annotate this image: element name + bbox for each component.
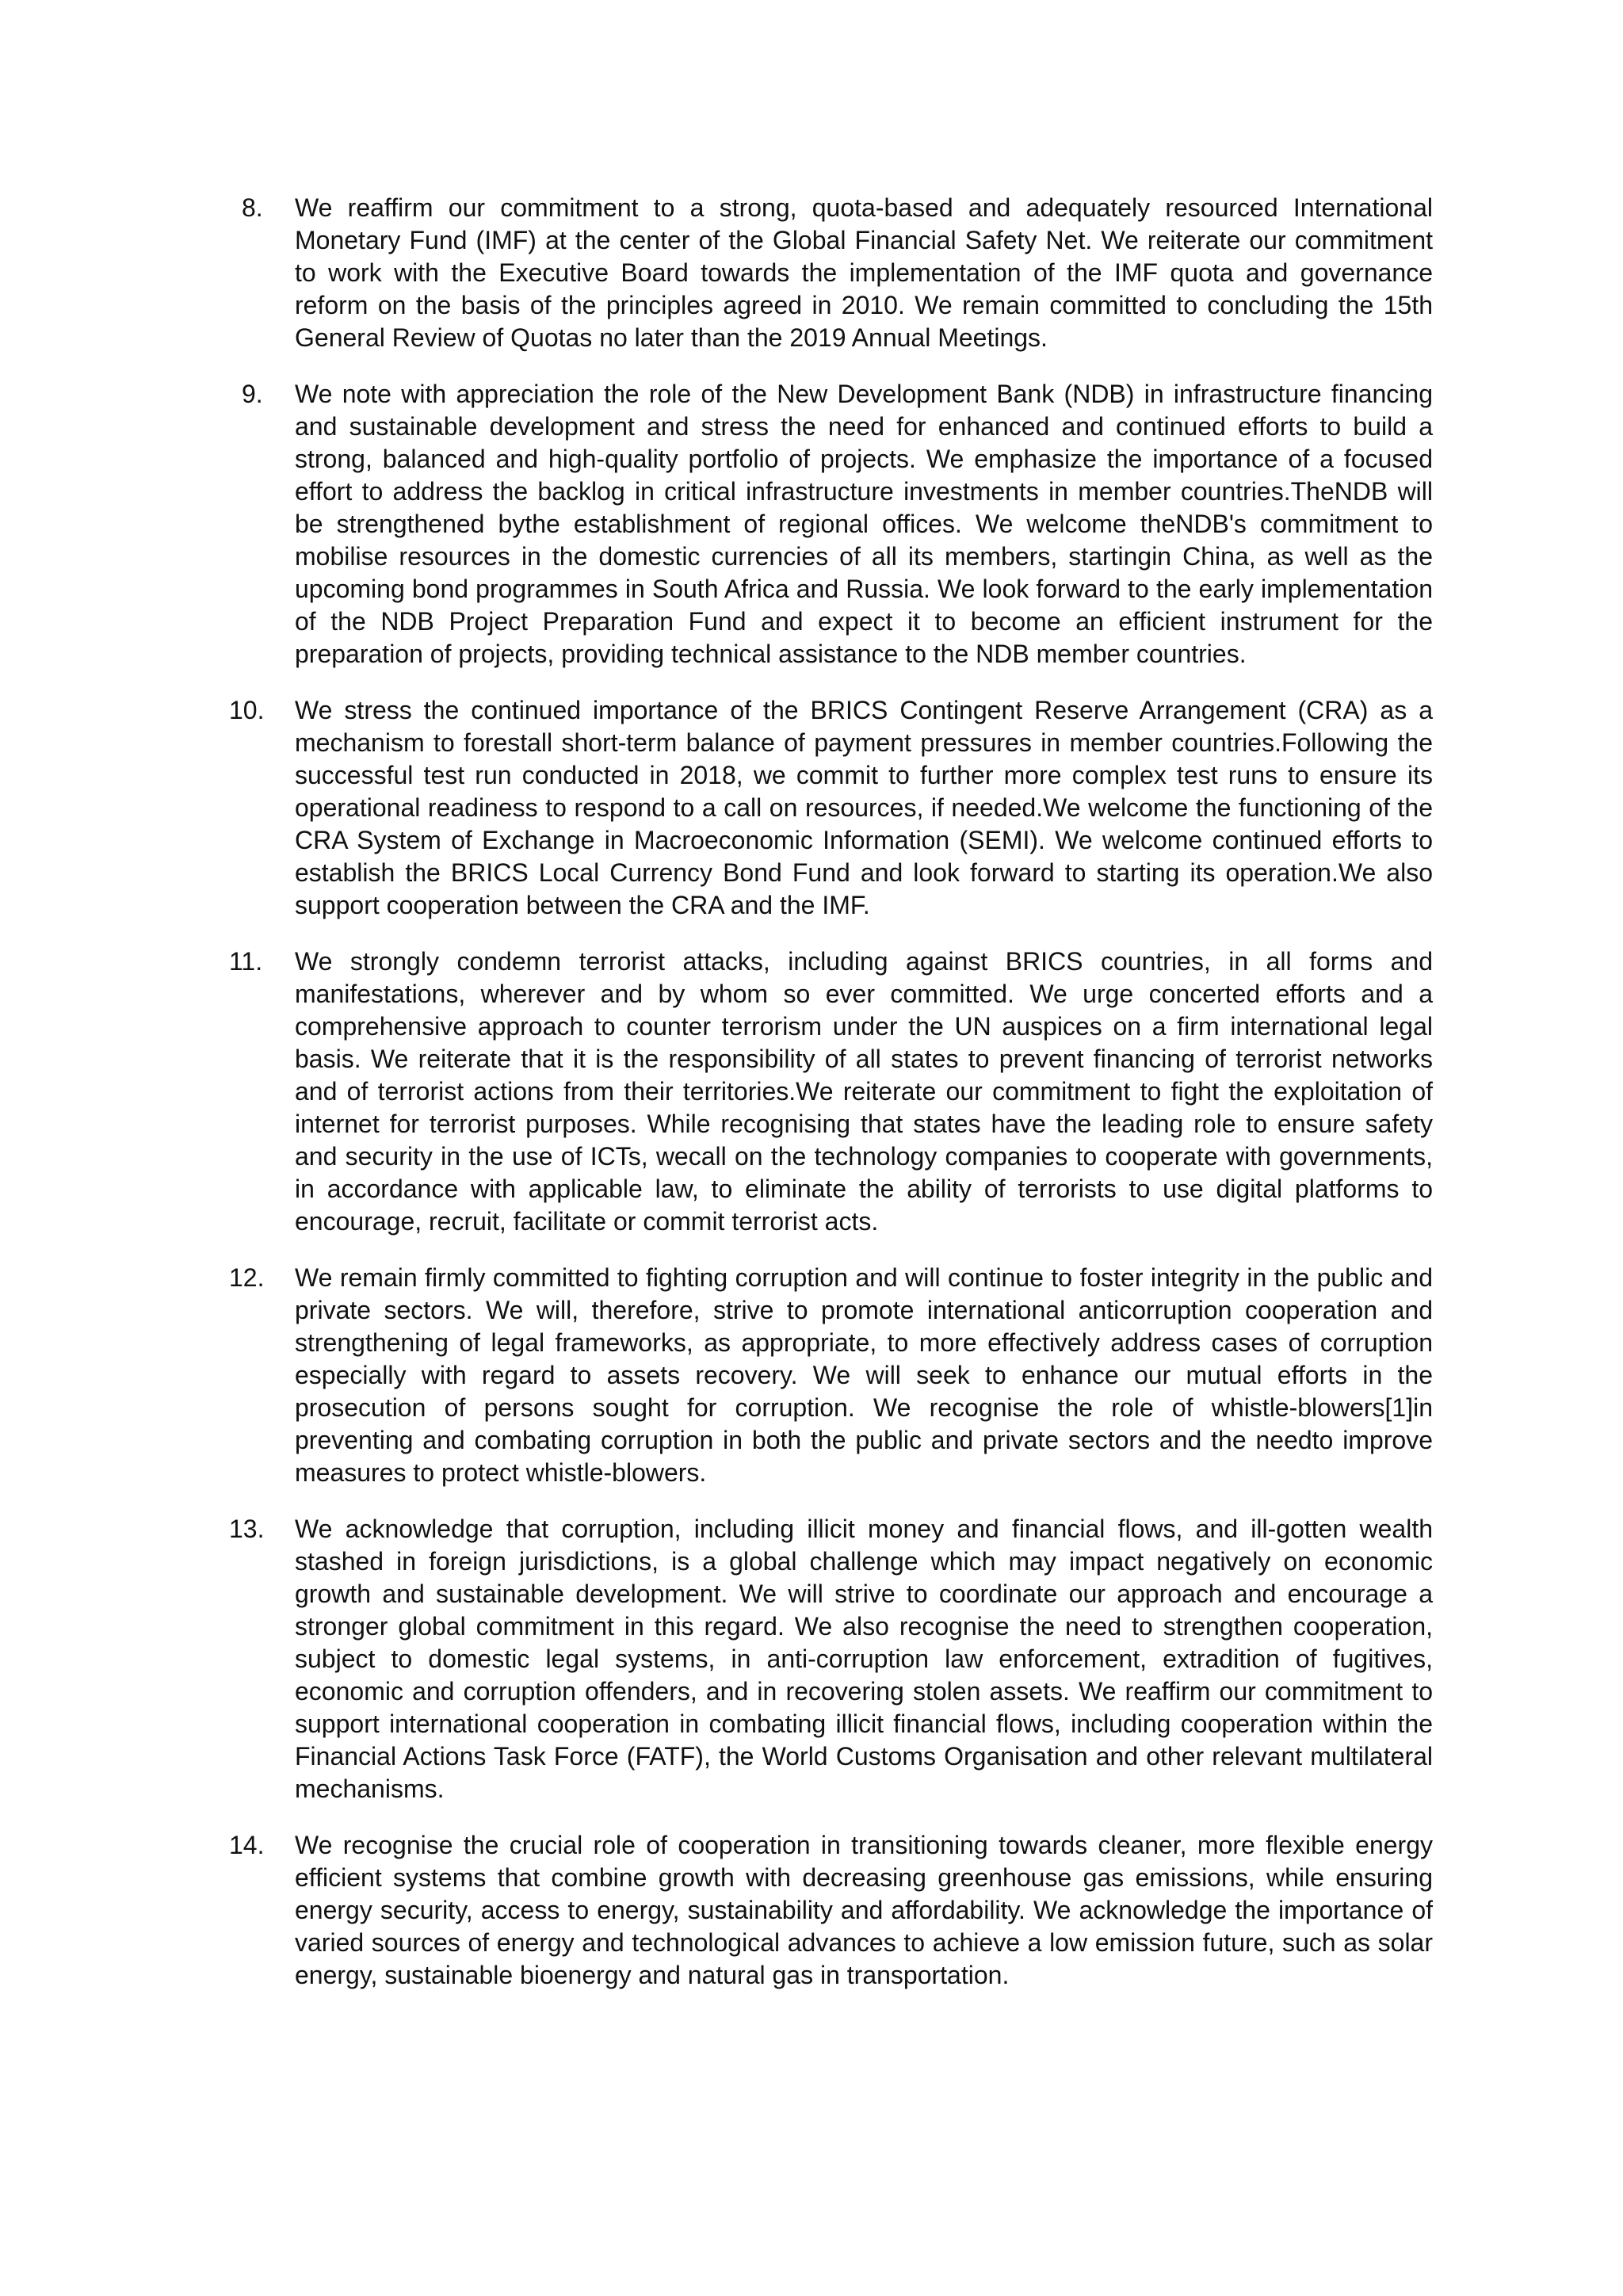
paragraph-number: 12. (229, 1263, 265, 1292)
paragraph-13 (229, 1513, 1433, 1805)
paragraph-9 (242, 378, 1433, 670)
paragraph-text: We note with appreciation the role of the New Development Bank (NDB) in infrastructure financing and sustainable development and stress the need for enhanced and continued efforts to build a strong, balanced and high-quality portfolio of projects. We emphasize the importance of a focused effort to address the backlog in critical infrastructure investments in member countries.TheNDB will be strengthened bythe establishment of regional offices. We welcome theNDB's commitment to mobilise resources in the domestic currencies of all its members, startingin China, as well as the upcoming bond programmes in South Africa and Russia. We look forward to the early implementation of the NDB Project Preparation Fund and expect it to become an efficient instrument for the preparation of projects, providing technical assistance to the NDB member countries. (295, 380, 1433, 668)
paragraph-text: We strongly condemn terrorist attacks, including against BRICS countries, in all forms and manifestations, wherever and by whom so ever committed. We urge concerted efforts and a comprehensive approach to counter terrorism under the UN auspices on a firm international legal basis. We reiterate that it is the responsibility of all states to prevent financing of terrorist networks and of terrorist actions from their territories.We reiterate our commitment to fight the exploitation of internet for terrorist purposes. While recognising that states have the leading role to ensure safety and security in the use of ICTs, wecall on the technology companies to cooperate with governments, in accordance with applicable law, to eliminate the ability of terrorists to use digital platforms to encourage, recruit, facilitate or commit terrorist acts. (295, 947, 1433, 1236)
paragraph-number: 10. (229, 696, 265, 724)
paragraph-number: 11. (229, 947, 263, 976)
paragraph-12 (229, 1262, 1433, 1489)
document-body (229, 192, 1433, 2015)
paragraph-8 (242, 192, 1433, 354)
paragraph-text: We stress the continued importance of the BRICS Contingent Reserve Arrangement (CRA) as a mechanism to forestall short-term balance of payment pressures in member countries.Following the successful test run conducted in 2018, we commit to further more complex test runs to ensure its operational readiness to respond to a call on resources, if needed.We welcome the functioning of the CRA System of Exchange in Macroeconomic Information (SEMI). We welcome continued efforts to establish the BRICS Local Currency Bond Fund and look forward to starting its operation.We also support cooperation between the CRA and the IMF. (295, 696, 1433, 919)
paragraph-11 (229, 946, 1433, 1238)
paragraph-number: 8. (242, 193, 263, 222)
paragraph-text: We remain firmly committed to fighting corruption and will continue to foster integrity in the public and private sectors. We will, therefore, strive to promote international anticorruption cooperation and strengthening of legal frameworks, as appropriate, to more effectively address cases of corruption especially with regard to assets recovery. We will seek to enhance our mutual efforts in the prosecution of persons sought for corruption. We recognise the role of whistle-blowers[1]in preventing and combating corruption in both the public and private sectors and the needto improve measures to protect whistle-blowers. (295, 1263, 1433, 1487)
paragraph-text: We acknowledge that corruption, including illicit money and financial flows, and ill-gotten wealth stashed in foreign jurisdictions, is a global challenge which may impact negatively on economic growth and sustainable development. We will strive to coordinate our approach and encourage a stronger global commitment in this regard. We also recognise the need to strengthen cooperation, subject to domestic legal systems, in anti-corruption law enforcement, extradition of fugitives, economic and corruption offenders, and in recovering stolen assets. We reaffirm our commitment to support international cooperation in combating illicit financial flows, including cooperation within the Financial Actions Task Force (FATF), the World Customs Organisation and other relevant multilateral mechanisms. (295, 1515, 1433, 1803)
paragraph-number: 14. (229, 1831, 265, 1859)
paragraph-10 (229, 694, 1433, 922)
paragraph-number: 9. (242, 380, 263, 408)
paragraph-text: We recognise the crucial role of cooperation in transitioning towards cleaner, more flexible energy efficient systems that combine growth with decreasing greenhouse gas emissions, while ensuring energy security, access to energy, sustainability and affordability. We acknowledge the importance of varied sources of energy and technological advances to achieve a low emission future, such as solar energy, sustainable bioenergy and natural gas in transportation. (295, 1831, 1433, 1989)
paragraph-number: 13. (229, 1515, 265, 1543)
paragraph-14 (229, 1829, 1433, 1992)
paragraph-text: We reaffirm our commitment to a strong, quota-based and adequately resourced International Monetary Fund (IMF) at the center of the Global Financial Safety Net. We reiterate our commitment to work with the Executive Board towards the implementation of the IMF quota and governance reform on the basis of the principles agreed in 2010. We remain committed to concluding the 15th General Review of Quotas no later than the 2019 Annual Meetings. (295, 193, 1433, 352)
